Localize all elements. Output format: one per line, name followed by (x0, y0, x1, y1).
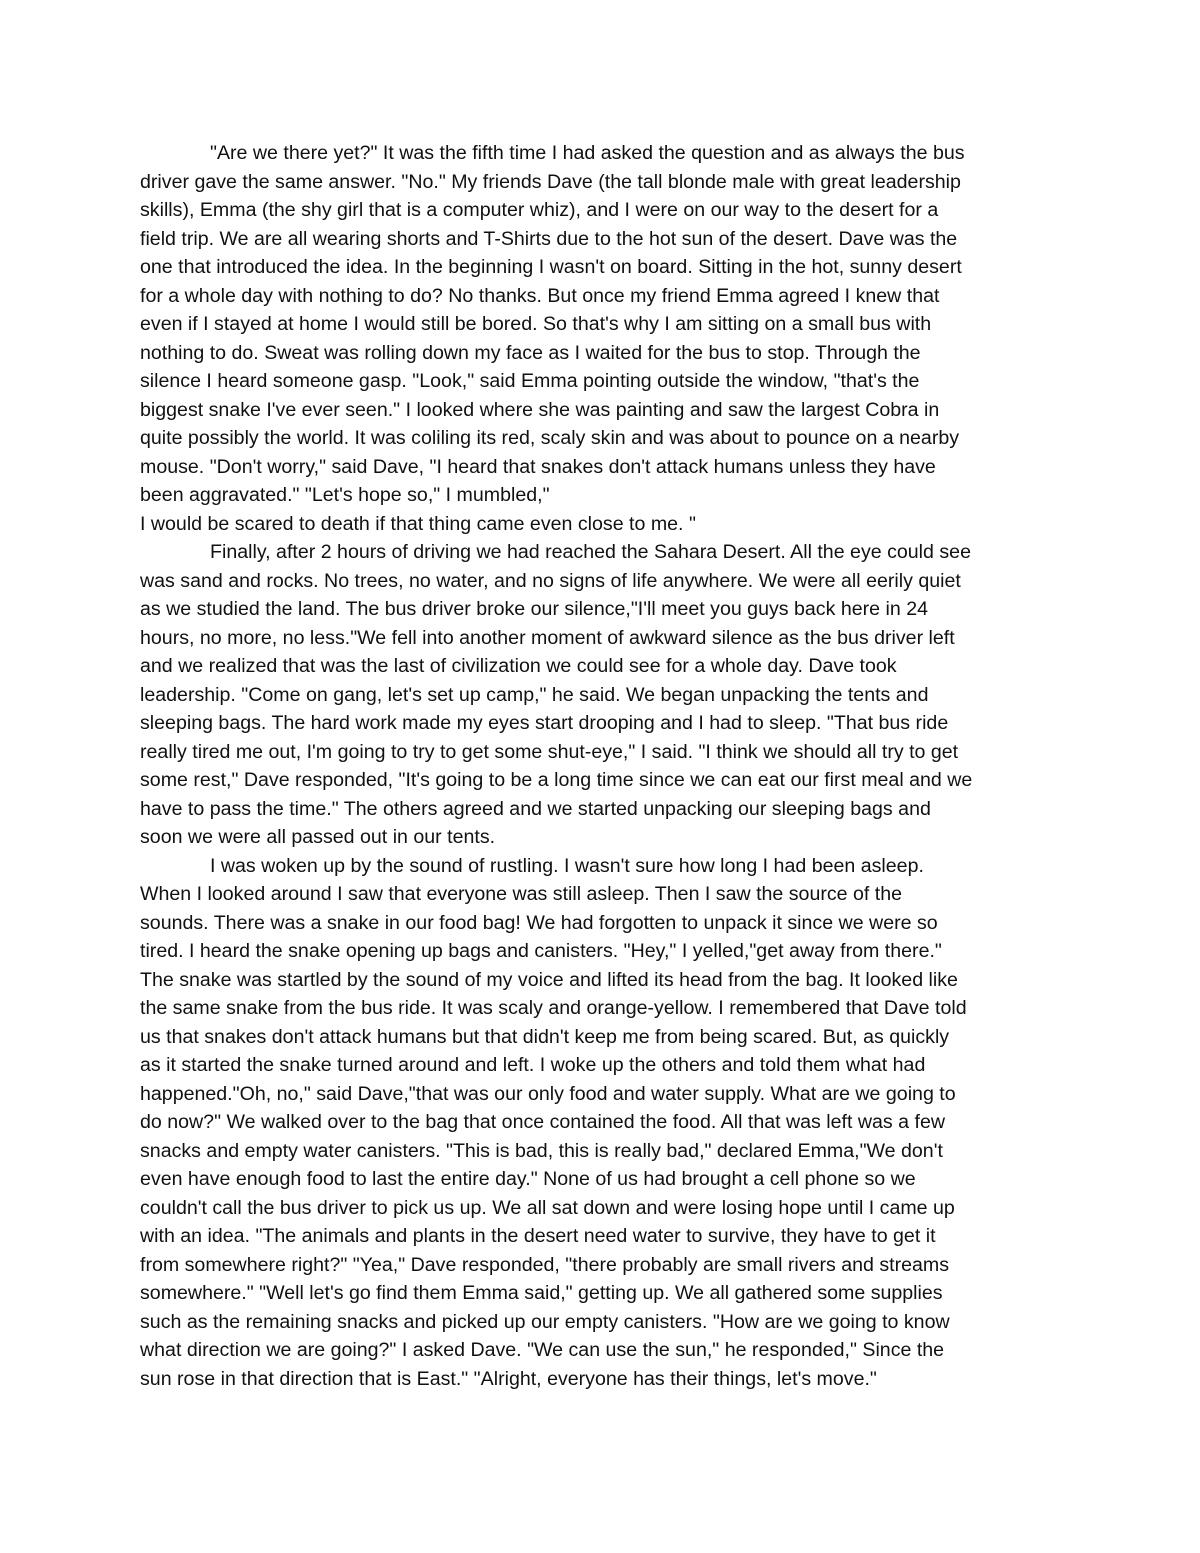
text-line: for a whole day with nothing to do? No thanks. But once my friend Emma agreed I knew that (140, 284, 940, 307)
paragraph-first-line: Finally, after 2 hours of driving we had reached the Sahara Desert. All the eye could see (210, 541, 971, 563)
text-line: happened."Oh, no," said Dave,"that was our only food and water supply. What are we going to (140, 1082, 956, 1105)
text-line: sounds. There was a snake in our food bag! We had forgotten to unpack it since we were so (140, 911, 938, 934)
text-line: When I looked around I saw that everyone was still asleep. Then I saw the source of the (140, 883, 903, 905)
text-line: from somewhere right?" "Yea," Dave responded, "there probably are small rivers and streams (140, 1253, 950, 1276)
text-line: field trip. We are all wearing shorts and T-Shirts due to the hot sun of the desert. Dave was the (140, 227, 958, 250)
text-line: sun rose in that direction that is East." "Alright, everyone has their things, let's move." (140, 1367, 877, 1390)
text-line: tired. I heard the snake opening up bags and canisters. "Hey," I yelled,"get away from there." (140, 940, 942, 962)
story-text (140, 139, 1070, 1393)
text-line: soon we were all passed out in our tents. (140, 826, 496, 848)
text-line: hours, no more, no less."We fell into another moment of awkward silence as the bus driver left (140, 626, 955, 649)
text-line: really tired me out, I'm going to try to get some shut-eye," I said. "I think we should all try to get (140, 740, 959, 763)
text-line: I would be scared to death if that thing came even close to me. " (140, 512, 696, 535)
paragraph-first-line: "Are we there yet?" It was the fifth time I had asked the question and as always the bus (210, 142, 965, 164)
text-line: somewhere." "Well let's go find them Emma said," getting up. We all gathered some supplies (140, 1282, 943, 1304)
text-line: mouse. "Don't worry," said Dave, "I heard that snakes don't attack humans unless they have (140, 455, 936, 478)
text-line: the same snake from the bus ride. It was scaly and orange-yellow. I remembered that Dave told (140, 997, 967, 1019)
text-line: as we studied the land. The bus driver broke our silence,"I'll meet you guys back here in 24 (140, 598, 928, 620)
text-line: was sand and rocks. No trees, no water, and no signs of life anywhere. We were all eerily quiet (140, 569, 961, 592)
text-line: one that introduced the idea. In the beginning I wasn't on board. Sitting in the hot, sunny desert (140, 256, 962, 278)
text-line: driver gave the same answer. "No." My friends Dave (the tall blonde male with great leadership (140, 170, 961, 193)
text-line: couldn't call the bus driver to pick us up. We all sat down and were losing hope until I came up (140, 1196, 955, 1219)
text-line: such as the remaining snacks and picked up our empty canisters. "How are we going to know (140, 1310, 950, 1333)
text-line: The snake was startled by the sound of my voice and lifted its head from the bag. It looked like (140, 968, 958, 991)
text-line: even have enough food to last the entire day." None of us had brought a cell phone so we (140, 1168, 916, 1190)
text-line: and we realized that was the last of civilization we could see for a whole day. Dave took (140, 655, 897, 677)
text-line: been aggravated." "Let's hope so," I mumbled," (140, 484, 550, 506)
text-line: biggest snake I've ever seen." I looked where she was painting and saw the largest Cobra in (140, 398, 940, 421)
text-line: snacks and empty water canisters. "This is bad, this is really bad," declared Emma,"We don't (140, 1139, 943, 1162)
text-line: leadership. "Come on gang, let's set up camp," he said. We began unpacking the tents and (140, 683, 929, 706)
paragraph-first-line: I was woken up by the sound of rustling. I wasn't sure how long I had been asleep. (210, 854, 924, 877)
text-line: do now?" We walked over to the bag that once contained the food. All that was left was a few (140, 1111, 945, 1133)
text-line: silence I heard someone gasp. "Look," said Emma pointing outside the window, "that's the (140, 370, 920, 392)
text-line: have to pass the time." The others agreed and we started unpacking our sleeping bags and (140, 797, 931, 820)
text-line: with an idea. "The animals and plants in the desert need water to survive, they have to get it (140, 1225, 936, 1247)
text-line: even if I stayed at home I would still be bored. So that's why I am sitting on a small bus with (140, 313, 932, 335)
text-line: as it started the snake turned around and left. I woke up the others and told them what had (140, 1054, 926, 1076)
text-line: us that snakes don't attack humans but that didn't keep me from being scared. But, as quickly (140, 1025, 950, 1048)
text-line: what direction we are going?" I asked Dave. "We can use the sun," he responded," Since the (140, 1339, 945, 1361)
text-line: some rest," Dave responded, "It's going to be a long time since we can eat our first meal and we (140, 769, 973, 791)
text-line: nothing to do. Sweat was rolling down my face as I waited for the bus to stop. Through the (140, 341, 921, 364)
text-line: skills), Emma (the shy girl that is a computer whiz), and I were on our way to the desert for a (140, 199, 939, 221)
text-line: sleeping bags. The hard work made my eyes start drooping and I had to sleep. "That bus ride (140, 712, 949, 734)
text-line: quite possibly the world. It was coliling its red, scaly skin and was about to pounce on a nearby (140, 427, 960, 449)
